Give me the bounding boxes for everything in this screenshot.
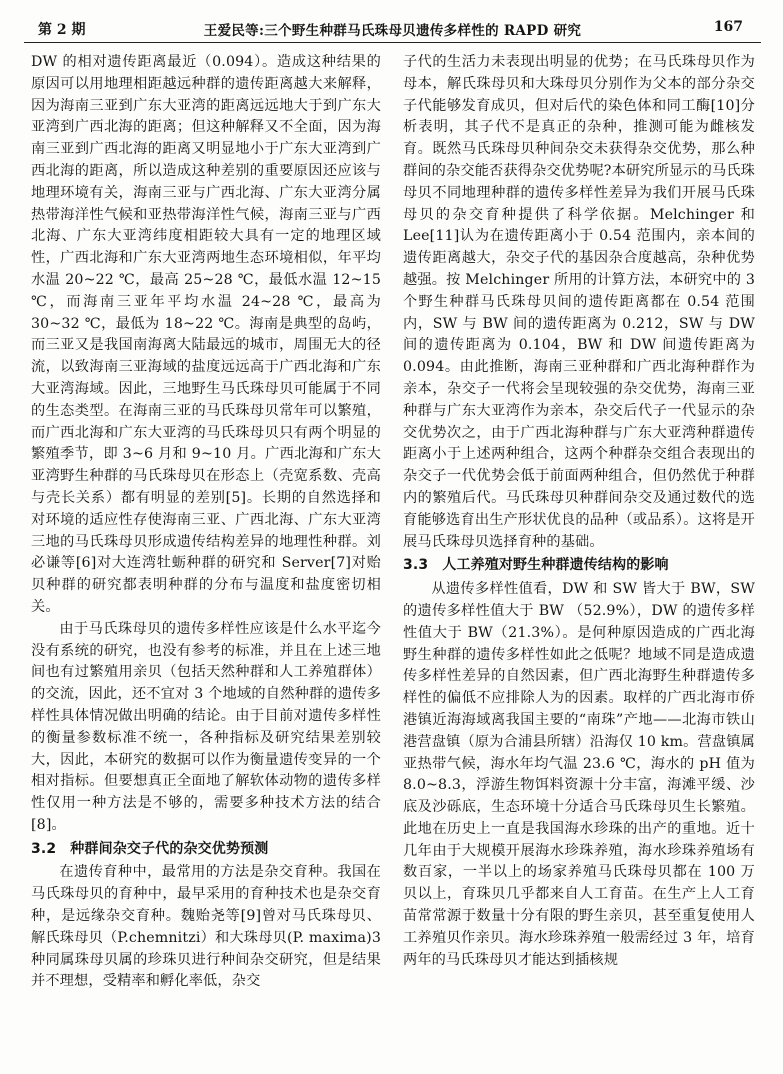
section-heading-3-3: [403, 555, 755, 577]
section-number: 3.2: [31, 840, 57, 857]
section-heading-3-2: [31, 839, 381, 861]
section-number: 3.3: [403, 557, 429, 574]
paragraph: 由于马氏珠母贝的遗传多样性应该是什么水平迄今没有系统的研究，也没有参考的标准，并且在上述三地间也有过繁殖用亲贝（包括天然种群和人工养殖群体）的交流，因此，还不宜对 3 个地域的自然种群的遗传多样性具体情况做出明确的结论。由于目前对遗传多样性的衡量参数标准不统一，各种指标及研究结果差别较大，因此，本研究的数据可以作为衡量遗传变异的一个相对指标。但要想真正全面地了解软体动物的遗传多样性仅用一种方法是不够的，需要多种技术方法的结合[8]。: [31, 620, 381, 833]
section-title: 人工养殖对野生种群遗传结构的影响: [442, 557, 669, 574]
paragraph-continued: 子代的生活力未表现出明显的优势；在马氏珠母贝作为母本，解氏珠母贝和大珠母贝分别作为父本的部分杂交子代能够发育成贝，但对后代的染色体和同工酶[10]分析表明，其子代不是真正的杂种，推测可能为雌核发育。既然马氏珠母贝种间杂交未获得杂交优势，那么种群间的杂交能否获得杂交优势呢?本研究所显示的马氏珠母贝不同地理种群的遗传多样性差异为我们开展马氏珠母贝的杂交育种提供了科学依据。Melchinger 和 Lee[11]认为在遗传距离小于 0.54 范围内，亲本间的遗传距离越大，杂交子代的基因杂合度越高，杂种优势越强。按 Melchinger 所用的计算方法，本研究中的 3 个野生种群马氏珠母贝间的遗传距离都在 0.54 范围内，SW 与 BW 间的遗传距离为 0.212，SW 与 DW 间的遗传距离为 0.104，BW 和 DW 间遗传距离为 0.094。由此推断，海南三亚种群和广西北海种群作为亲本，杂交子一代将会呈现较强的杂交优势，海南三亚种群与广东大亚湾作为亲本，杂交后代子一代显示的杂交优势次之，由于广西北海种群与广东大亚湾种群遗传距离小于上述两种组合，这两个种群杂交组合表现出的杂交子一代优势会低于前面两种组合，但仍然优于种群内的繁殖后代。马氏珠母贝种群间杂交及通过数代的选育能够选育出生产形状优良的品种（或品系）。这将是开展马氏珠母贝选择育种的基础。: [403, 54, 755, 550]
paragraph-continued: DW 的相对遗传距离最近（0.094）。造成这种结果的原因可以用地理相距越远种群的遗传距离越大来解释，因为海南三亚到广东大亚湾的距离远远地大于到广东大亚湾到广西北海的距离；但这种解释又不全面，因为海南三亚到广西北海的距离又明显地小于广东大亚湾到广西北海的距离，所以造成这种差别的重要原因还应该与地理环境有关，海南三亚与广西北海、广东大亚湾分属热带海洋性气候和亚热带海洋性气候，海南三亚与广西北海、广东大亚湾纬度相距较大具有一定的地理区域性，广西北海和广东大亚湾两地生态环境相似，年平均水温 20~22 ℃，最高 25~28 ℃，最低水温 12~15 ℃，而海南三亚年平均水温 24~28 ℃，最高为 30~32 ℃，最低为 18~22 ℃。海南是典型的岛屿，而三亚又是我国南海离大陆最远的城市，周围无大的径流，以致海南三亚海域的盐度远远高于广西北海和广东大亚湾海域。因此，三地野生马氏珠母贝可能属于不同的生态类型。在海南三亚的马氏珠母贝常年可以繁殖，而广西北海和广东大亚湾的马氏珠母贝只有两个明显的繁殖季节，即 3~6 月和 9~10 月。广西北海和广东大亚湾野生种群的马氏珠母贝在形态上（壳宽系数、壳高与壳长关系）都有明显的差别[5]。长期的自然选择和对环境的适应性存使海南三亚、广西北海、广东大亚湾三地的马氏珠母贝形成遗传结构差异的地理性种群。刘必谦等[6]对大连湾牡蛎种群的研究和 Server[7]对贻贝种群的研究都表明种群的分布与温度和盐度密切相关。: [31, 54, 381, 615]
running-title: 王爱民等:三个野生种群马氏珠母贝遗传多样性的 RAPD 研究: [203, 23, 582, 39]
section-title: 种群间杂交子代的杂交优势预测: [70, 840, 269, 857]
right-column: [403, 52, 755, 971]
running-header: [24, 8, 761, 43]
left-column: [31, 52, 381, 993]
issue-number: 第 2 期: [38, 22, 86, 38]
paragraph: 在遗传育种中，最常用的方法是杂交育种。我国在马氏珠母贝的育种中，最早采用的育种技术也是杂交育种，是远缘杂交育种。魏贻尧等[9]曾对马氏珠母贝、解氏珠母贝（P.chemnitzi）和大珠母贝(P. maxima)3 种同属珠母贝属的珍珠贝进行种间杂交研究，但是结果并不理想，受精率和孵化率低，杂交: [31, 864, 381, 990]
page-number: 167: [713, 19, 743, 35]
paragraph: 从遗传多样性值看，DW 和 SW 皆大于 BW，SW 的遗传多样性值大于 BW （52.9%），DW 的遗传多样性值大于 BW（21.3%）。是何种原因造成的广西北海野生种群的遗传多样性如此之低呢？地域不同是造成遗传多样性差异的自然因素，但广西北海野生种群遗传多样性的偏低不应排除人为的因素。取样的广西北海市侨港镇近海海域离我国主要的“南珠”产地——北海市铁山港营盘镇（原为合浦县所辖）沿海仅 10 km。营盘镇属亚热带气候，海水年均气温 23.6 ℃，海水的 pH 值为 8.0~8.3，浮游生物饵料资源十分丰富，海滩平缓、沙底及沙砾底，生态环境十分适合马氏珠母贝生长繁殖。此地在历史上一直是我国海水珍珠的出产的重地。近十几年由于大规模开展海水珍珠养殖，海水珍珠养殖场有数百家，一半以上的场家养殖马氏珠母贝都在 100 万贝以上，育珠贝几乎都来自人工育苗。在生产上人工育苗常常源于数量十分有限的野生亲贝，甚至重复使用人工养殖贝作亲贝。海水珍珠养殖一般需经过 3 年，培育两年的马氏珠母贝才能达到插核规: [403, 581, 755, 968]
